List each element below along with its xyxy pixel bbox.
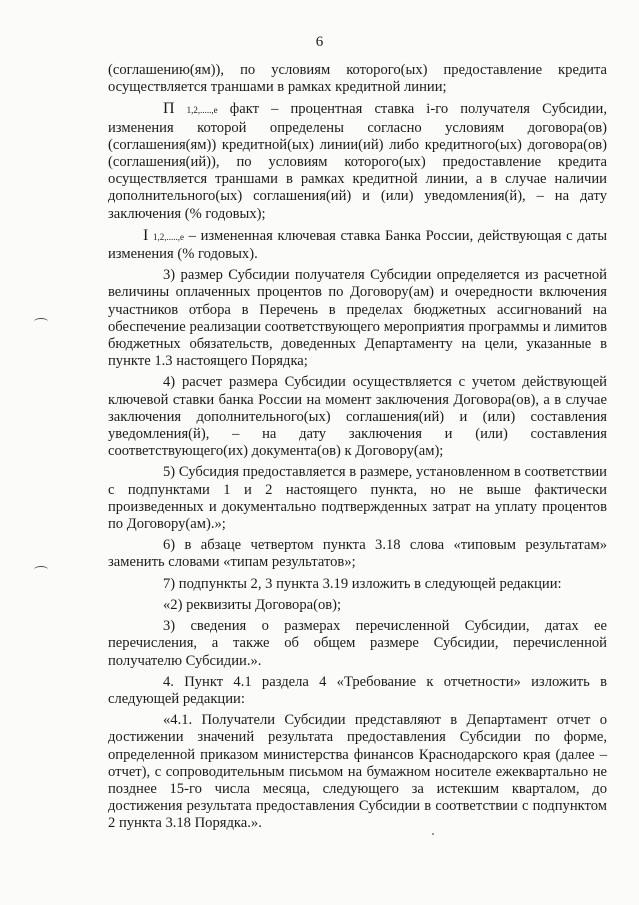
symbol-i: I bbox=[143, 226, 149, 244]
margin-mark bbox=[34, 566, 48, 573]
paragraph: (соглашению(ям)), по условиям которого(ых) предоставление кредита осуществляется траншами в рамках кредитной линии; bbox=[108, 62, 607, 96]
paragraph: 4. Пункт 4.1 раздела 4 «Требование к отчетности» изложить в следующей редакции: bbox=[108, 673, 607, 707]
symbol-p: П bbox=[163, 100, 175, 118]
document-body bbox=[108, 62, 607, 837]
paragraph: 3) размер Субсидии получателя Субсидии определяется из расчетной величины оплаченных процентов по Договору(ам) и очередности включения участников отбора в Перечень в пределах бюджетных ассигнований на обеспечение реализации соответствующего мероприятия программы и лимитов бюджетных обязательств, доведенных Департаменту на цели, указанные в пункте 1.3 настоящего Порядка; bbox=[108, 267, 607, 370]
definition-p-fact bbox=[108, 100, 607, 222]
paragraph: «2) реквизиты Договора(ов); bbox=[163, 596, 342, 613]
paragraph: – измененная ключевая ставка Банка России, действующая с даты изменения (% годовых). bbox=[108, 227, 608, 263]
symbol-p-subscript: 1,2,.....,e bbox=[186, 105, 218, 116]
paragraph: 6) в абзаце четвертом пункта 3.18 слова «типовым результатам» заменить словами «типам результатов»; bbox=[108, 537, 607, 571]
page-number: 6 bbox=[315, 34, 324, 50]
paragraph: 3) сведения о размерах перечисленной Субсидии, датах ее перечисления, а также об общем размере Субсидии, перечисленной получателю Субсидии.». bbox=[108, 618, 607, 669]
paragraph: «4.1. Получатели Субсидии представляют в Департамент отчет о достижении значений результата предоставления Субсидии по форме, определенной приказом министерства финансов Краснодарского края (далее – отчет), с сопроводительным письмом на бумажном носителе ежеквартально не позднее 15-го числа месяца, следующего за истекшим кварталом, до достижения результата предоставления Субсидии в соответствии с подпунктом 2 пункта 3.18 Порядка.». bbox=[108, 712, 607, 832]
definition-i bbox=[108, 227, 607, 263]
paragraph: 7) подпункты 2, 3 пункта 3.19 изложить в следующей редакции: bbox=[163, 575, 562, 592]
paragraph: факт – процентная ставка i-го получателя Субсидии, изменения которой определены согласно условиям договора(ов) (соглашения(ям)) кредитной(ых) линии(ий) либо кредитного(ых) договора(ов) (соглашения(ий)), по условиям которого(ых) предоставление кредита осуществляется траншами в рамках кредитной линии, а в случае наличии дополнительного(ых) соглашения(ий) и (или) уведомления(й), – на дату заключения (% годовых); bbox=[108, 101, 607, 222]
paragraph: 5) Субсидия предоставляется в размере, установленном в соответствии с подпунктами 1 и 2 настоящего пункта, но не выше фактически произведенных и документально подтвержденных затрат на уплату процентов по Договору(ам).»; bbox=[108, 464, 607, 533]
paragraph: 4) расчет размера Субсидии осуществляется с учетом действующей ключевой ставки банка России на момент заключения Договора(ов), а в случае заключения дополнительного(ых) соглашения(ий) и (или) составления уведомления(й), – на дату заключения и (или) составления соответствующего(их) документа(ов) к Договору(ам); bbox=[108, 374, 607, 460]
margin-mark bbox=[34, 318, 48, 325]
symbol-i-subscript: 1,2,.....,e bbox=[153, 231, 184, 242]
